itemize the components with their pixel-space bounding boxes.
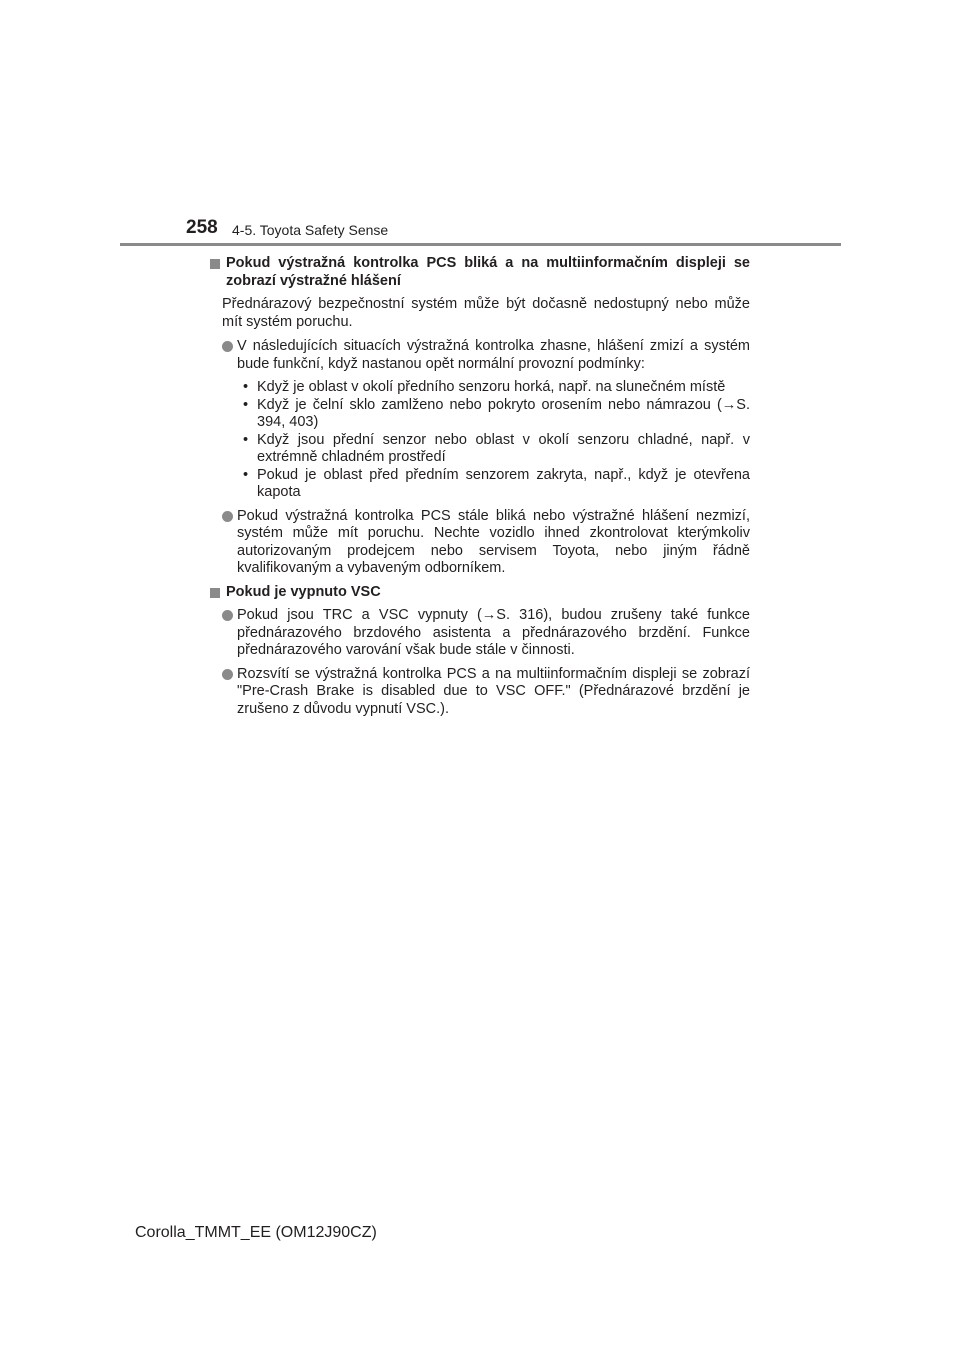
list-item-text: Rozsvítí se výstražná kontrolka PCS a na multiinformačním displeji se zobrazí "Pre-Crash Brake is disabled due to VSC OFF." (Přednárazové brzdění je zrušeno z důvodu vypnutí VSC.). — [237, 665, 750, 717]
sub-bullet-text: Když je oblast v okolí předního senzoru horká, např. na slunečném místě — [257, 379, 726, 395]
sub-bullet-item — [243, 467, 750, 502]
list-item-text: Pokud jsou TRC a VSC vypnuty (→S. 316), budou zrušeny také funkce přednárazového brzdového asistenta a přednárazového brzdění. Funkce přednárazového varování však bude stále v činnosti. — [237, 607, 750, 658]
list-item — [222, 607, 750, 660]
section-heading — [208, 255, 750, 290]
list-item — [222, 666, 750, 719]
list-item — [222, 508, 750, 578]
sub-bullet-text: Když jsou přední senzor nebo oblast v okolí senzoru chladné, např. v extrémně chladném prostředí — [257, 431, 750, 465]
heading-text: Pokud je vypnuto VSC — [226, 583, 381, 600]
heading-text: Pokud výstražná kontrolka PCS bliká a na multiinformačním displeji se zobrazí výstražné hlášení — [226, 255, 750, 289]
sub-bullet-item — [243, 379, 750, 397]
section-pcs-warning — [208, 255, 750, 578]
dot-bullet-icon: • — [243, 431, 249, 448]
circle-bullet-icon — [222, 669, 233, 680]
footer-document-code: Corolla_TMMT_EE (OM12J90CZ) — [135, 1224, 377, 1241]
section-title: 4-5. Toyota Safety Sense — [232, 222, 389, 238]
section-heading — [208, 584, 750, 602]
sub-bullet-text: Když je čelní sklo zamlženo nebo pokryto orosením nebo námrazou (→S. 394, 403) — [257, 396, 750, 430]
paragraph: Přednárazový bezpečnostní systém může být dočasně nedostupný nebo může mít systém poruchu. — [222, 296, 750, 330]
list-item-text: Pokud výstražná kontrolka PCS stále bliká nebo výstražné hlášení nezmizí, systém může mít poruchu. Nechte vozidlo ihned zkontrolovat kterýmkoliv autorizovaným prodejcem nebo servisem Toyota, nebo jiným řádně kvalifikovaným a vybaveným odborníkem. — [237, 507, 750, 576]
circle-bullet-icon — [222, 511, 233, 522]
sub-bullet-list — [237, 379, 750, 502]
square-bullet-icon — [210, 259, 220, 269]
sub-bullet-item — [243, 397, 750, 432]
dot-bullet-icon: • — [243, 379, 249, 395]
circle-bullet-icon — [222, 341, 233, 352]
dot-bullet-icon: • — [243, 466, 249, 483]
sub-bullet-text: Pokud je oblast před předním senzorem zakryta, např., když je otevřena kapota — [257, 466, 750, 500]
content — [208, 255, 750, 724]
square-bullet-icon — [210, 588, 220, 598]
circle-bullet-icon — [222, 610, 233, 621]
header-rule — [120, 243, 841, 246]
page-number: 258 — [186, 217, 218, 238]
sub-bullet-item — [243, 432, 750, 467]
list-item — [222, 338, 750, 502]
dot-bullet-icon: • — [243, 396, 249, 413]
section-vsc-off — [208, 584, 750, 719]
list-item-text: V následujících situacích výstražná kontrolka zhasne, hlášení zmizí a systém bude funkční, když nastanou opět normální provozní podmínky: — [237, 338, 750, 372]
